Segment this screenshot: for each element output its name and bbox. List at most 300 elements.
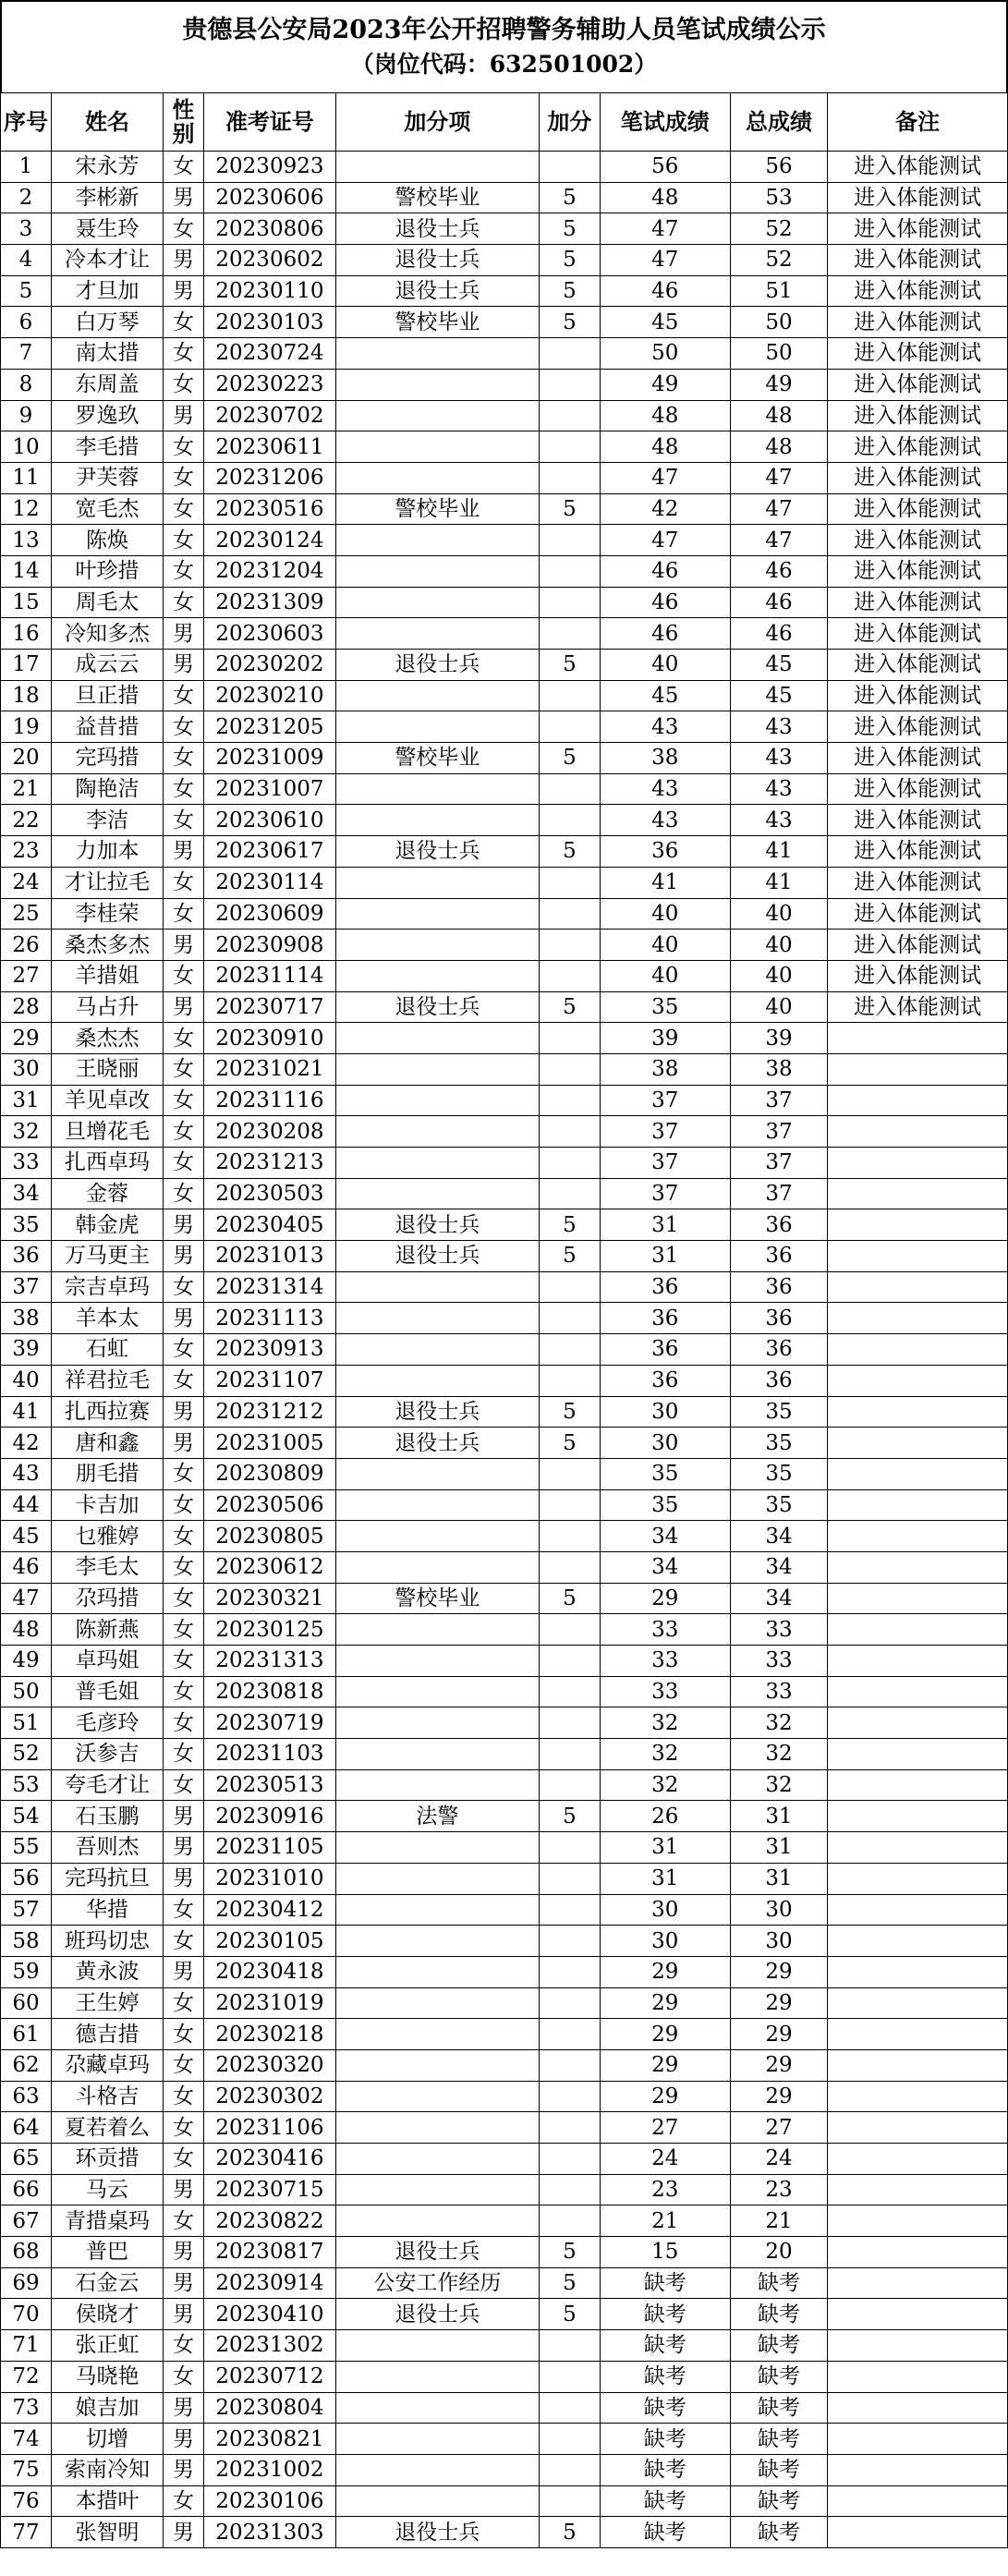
cell-total-score: 36 [730, 1365, 828, 1396]
cell-bonus: 5 [539, 1428, 600, 1459]
cell-bonus [539, 773, 600, 805]
cell-gender: 男 [163, 1801, 203, 1832]
table-row [1, 1926, 1008, 1957]
cell-bonus [539, 1739, 600, 1770]
cell-gender: 女 [163, 773, 203, 805]
cell-remark [828, 1739, 1008, 1770]
cell-no: 77 [1, 2517, 52, 2548]
cell-gender: 男 [163, 1303, 203, 1334]
score-table [0, 92, 1008, 2548]
cell-written-score: 45 [600, 680, 730, 711]
cell-bonus [539, 2081, 600, 2112]
cell-name: 陈新燕 [51, 1614, 163, 1646]
table-row [1, 307, 1008, 338]
cell-total-score: 40 [730, 960, 828, 991]
cell-gender: 女 [163, 898, 203, 930]
cell-remark [828, 1178, 1008, 1209]
cell-total-score: 37 [730, 1116, 828, 1148]
cell-exam-id: 20230603 [203, 618, 335, 650]
table-row [1, 836, 1008, 868]
cell-bonus: 5 [539, 2267, 600, 2299]
cell-written-score: 41 [600, 867, 730, 898]
cell-exam-id: 20230724 [203, 338, 335, 370]
cell-total-score: 29 [730, 1987, 828, 2019]
table-row [1, 1178, 1008, 1209]
cell-bonus-item [335, 1894, 539, 1926]
header-no: 序号 [1, 93, 52, 152]
cell-exam-id: 20230822 [203, 2205, 335, 2237]
cell-no: 54 [1, 1801, 52, 1832]
cell-exam-id: 20231105 [203, 1832, 335, 1864]
cell-gender: 女 [163, 307, 203, 338]
cell-bonus-item [335, 1987, 539, 2019]
cell-no: 23 [1, 836, 52, 868]
cell-name: 夸毛才让 [51, 1769, 163, 1801]
header-total: 总成绩 [730, 93, 828, 152]
cell-bonus [539, 1707, 600, 1739]
cell-no: 61 [1, 2019, 52, 2050]
cell-total-score: 缺考 [730, 2454, 828, 2485]
cell-bonus [539, 2112, 600, 2144]
cell-written-score: 31 [600, 1209, 730, 1241]
cell-no: 32 [1, 1116, 52, 1148]
cell-bonus-item [335, 867, 539, 898]
cell-written-score: 缺考 [600, 2392, 730, 2424]
cell-no: 10 [1, 431, 52, 463]
cell-gender: 男 [163, 1832, 203, 1864]
cell-no: 64 [1, 2112, 52, 2144]
cell-no: 31 [1, 1085, 52, 1116]
position-code: （岗位代码：632501002） [350, 51, 658, 78]
cell-total-score: 20 [730, 2237, 828, 2268]
table-row [1, 2454, 1008, 2485]
cell-written-score: 32 [600, 1707, 730, 1739]
cell-remark: 进入体能测试 [828, 618, 1008, 650]
cell-bonus [539, 1053, 600, 1085]
table-row [1, 555, 1008, 587]
cell-bonus [539, 898, 600, 930]
cell-name: 叶珍措 [51, 555, 163, 587]
cell-total-score: 36 [730, 1334, 828, 1366]
cell-written-score: 24 [600, 2144, 730, 2175]
cell-remark [828, 1489, 1008, 1521]
cell-name: 金蓉 [51, 1178, 163, 1209]
cell-bonus-item [335, 960, 539, 991]
cell-total-score: 43 [730, 711, 828, 743]
cell-name: 冷知多杰 [51, 618, 163, 650]
cell-name: 王晓丽 [51, 1053, 163, 1085]
cell-gender: 男 [163, 2454, 203, 2485]
cell-bonus-item [335, 2174, 539, 2205]
cell-total-score: 缺考 [730, 2267, 828, 2299]
cell-gender: 女 [163, 1583, 203, 1614]
cell-exam-id: 20231314 [203, 1271, 335, 1303]
cell-gender: 男 [163, 991, 203, 1023]
cell-exam-id: 20231116 [203, 1085, 335, 1116]
cell-bonus-item [335, 462, 539, 493]
cell-name: 桑杰多杰 [51, 930, 163, 961]
cell-exam-id: 20230914 [203, 2267, 335, 2299]
cell-gender: 男 [163, 1428, 203, 1459]
cell-bonus-item [335, 1489, 539, 1521]
cell-total-score: 41 [730, 836, 828, 868]
cell-gender: 男 [163, 275, 203, 307]
cell-bonus-item: 退役士兵 [335, 836, 539, 868]
cell-bonus-item [335, 2019, 539, 2050]
cell-total-score: 36 [730, 1241, 828, 1272]
cell-total-score: 34 [730, 1551, 828, 1583]
table-row [1, 1209, 1008, 1241]
cell-no: 52 [1, 1739, 52, 1770]
cell-remark [828, 1458, 1008, 1489]
cell-name: 黄永波 [51, 1956, 163, 1987]
cell-gender: 女 [163, 1614, 203, 1646]
cell-total-score: 33 [730, 1646, 828, 1677]
cell-bonus [539, 1551, 600, 1583]
cell-name: 本措叶 [51, 2485, 163, 2517]
cell-remark: 进入体能测试 [828, 369, 1008, 400]
cell-total-score: 52 [730, 245, 828, 276]
cell-exam-id: 20230110 [203, 275, 335, 307]
table-row [1, 275, 1008, 307]
table-row [1, 1489, 1008, 1521]
cell-exam-id: 20231021 [203, 1053, 335, 1085]
cell-exam-id: 20230124 [203, 525, 335, 556]
cell-no: 7 [1, 338, 52, 370]
table-row [1, 711, 1008, 743]
cell-total-score: 43 [730, 743, 828, 774]
cell-no: 63 [1, 2081, 52, 2112]
cell-written-score: 30 [600, 1894, 730, 1926]
cell-gender: 女 [163, 867, 203, 898]
cell-name: 侯晓才 [51, 2299, 163, 2330]
cell-name: 环贡措 [51, 2144, 163, 2175]
cell-gender: 男 [163, 1209, 203, 1241]
table-row [1, 618, 1008, 650]
cell-written-score: 缺考 [600, 2330, 730, 2362]
cell-bonus-item [335, 555, 539, 587]
cell-total-score: 35 [730, 1489, 828, 1521]
cell-bonus [539, 618, 600, 650]
cell-no: 33 [1, 1148, 52, 1179]
cell-bonus [539, 369, 600, 400]
cell-total-score: 29 [730, 2019, 828, 2050]
cell-exam-id: 20231302 [203, 2330, 335, 2362]
cell-bonus-item: 退役士兵 [335, 1428, 539, 1459]
cell-name: 乜雅婷 [51, 1521, 163, 1552]
cell-no: 40 [1, 1365, 52, 1396]
cell-remark [828, 2081, 1008, 2112]
cell-name: 成云云 [51, 650, 163, 681]
cell-gender: 女 [163, 431, 203, 463]
cell-exam-id: 20230513 [203, 1769, 335, 1801]
cell-no: 49 [1, 1646, 52, 1677]
cell-total-score: 29 [730, 1956, 828, 1987]
cell-no: 58 [1, 1926, 52, 1957]
cell-exam-id: 20230321 [203, 1583, 335, 1614]
cell-total-score: 56 [730, 152, 828, 183]
cell-gender: 女 [163, 2330, 203, 2362]
cell-remark [828, 1926, 1008, 1957]
cell-name: 娘吉加 [51, 2392, 163, 2424]
cell-bonus: 5 [539, 1209, 600, 1241]
cell-no: 38 [1, 1303, 52, 1334]
cell-gender: 女 [163, 493, 203, 525]
cell-written-score: 33 [600, 1676, 730, 1707]
cell-bonus: 5 [539, 2299, 600, 2330]
cell-total-score: 40 [730, 991, 828, 1023]
cell-total-score: 38 [730, 1053, 828, 1085]
cell-gender: 男 [163, 2267, 203, 2299]
cell-total-score: 29 [730, 2081, 828, 2112]
table-row [1, 587, 1008, 618]
cell-name: 李洁 [51, 805, 163, 836]
cell-remark [828, 1583, 1008, 1614]
cell-exam-id: 20230612 [203, 1551, 335, 1583]
cell-gender: 女 [163, 213, 203, 245]
table-row [1, 1739, 1008, 1770]
table-row [1, 1583, 1008, 1614]
cell-bonus-item: 法警 [335, 1801, 539, 1832]
cell-written-score: 38 [600, 743, 730, 774]
cell-bonus [539, 1178, 600, 1209]
cell-written-score: 缺考 [600, 2454, 730, 2485]
cell-remark: 进入体能测试 [828, 462, 1008, 493]
cell-exam-id: 20230103 [203, 307, 335, 338]
cell-written-score: 40 [600, 898, 730, 930]
cell-exam-id: 20231107 [203, 1365, 335, 1396]
cell-gender: 女 [163, 1023, 203, 1054]
table-row [1, 2144, 1008, 2175]
table-row [1, 1303, 1008, 1334]
cell-no: 22 [1, 805, 52, 836]
cell-name: 聂生玲 [51, 213, 163, 245]
cell-name: 白万琴 [51, 307, 163, 338]
cell-bonus-item: 退役士兵 [335, 2237, 539, 2268]
cell-bonus [539, 1085, 600, 1116]
cell-total-score: 缺考 [730, 2361, 828, 2392]
cell-gender: 女 [163, 1271, 203, 1303]
cell-total-score: 51 [730, 275, 828, 307]
cell-exam-id: 20230806 [203, 213, 335, 245]
cell-gender: 男 [163, 1241, 203, 1272]
cell-bonus-item [335, 369, 539, 400]
cell-exam-id: 20230602 [203, 245, 335, 276]
cell-bonus-item [335, 898, 539, 930]
cell-exam-id: 20230106 [203, 2485, 335, 2517]
table-row [1, 182, 1008, 213]
table-row [1, 1801, 1008, 1832]
cell-bonus-item [335, 1956, 539, 1987]
cell-gender: 女 [163, 960, 203, 991]
cell-name: 羊见卓改 [51, 1085, 163, 1116]
cell-total-score: 46 [730, 587, 828, 618]
cell-written-score: 43 [600, 773, 730, 805]
cell-remark: 进入体能测试 [828, 182, 1008, 213]
cell-no: 62 [1, 2049, 52, 2081]
cell-exam-id: 20230506 [203, 1489, 335, 1521]
cell-total-score: 27 [730, 2112, 828, 2144]
cell-bonus [539, 1023, 600, 1054]
cell-remark [828, 1894, 1008, 1926]
cell-bonus-item [335, 1646, 539, 1677]
cell-total-score: 50 [730, 307, 828, 338]
cell-bonus [539, 2454, 600, 2485]
cell-name: 卡吉加 [51, 1489, 163, 1521]
cell-gender: 女 [163, 587, 203, 618]
cell-name: 吾则杰 [51, 1832, 163, 1864]
cell-bonus-item [335, 1085, 539, 1116]
table-row [1, 1241, 1008, 1272]
cell-bonus-item [335, 2144, 539, 2175]
cell-name: 宗吉卓玛 [51, 1271, 163, 1303]
cell-no: 74 [1, 2424, 52, 2455]
cell-no: 29 [1, 1023, 52, 1054]
cell-name: 唐和鑫 [51, 1428, 163, 1459]
cell-exam-id: 20230916 [203, 1801, 335, 1832]
cell-remark [828, 2205, 1008, 2237]
cell-exam-id: 20230418 [203, 1956, 335, 1987]
table-row [1, 1956, 1008, 1987]
cell-no: 55 [1, 1832, 52, 1864]
cell-no: 24 [1, 867, 52, 898]
cell-bonus-item [335, 1614, 539, 1646]
cell-name: 尹芙蓉 [51, 462, 163, 493]
cell-bonus: 5 [539, 1241, 600, 1272]
cell-written-score: 37 [600, 1178, 730, 1209]
table-row [1, 2081, 1008, 2112]
cell-written-score: 34 [600, 1551, 730, 1583]
cell-total-score: 缺考 [730, 2424, 828, 2455]
cell-gender: 女 [163, 338, 203, 370]
cell-bonus [539, 1614, 600, 1646]
cell-exam-id: 20230218 [203, 2019, 335, 2050]
cell-bonus-item [335, 1116, 539, 1148]
header-gender [163, 93, 203, 152]
cell-exam-id: 20230410 [203, 2299, 335, 2330]
cell-bonus [539, 1458, 600, 1489]
cell-exam-id: 20231013 [203, 1241, 335, 1272]
cell-written-score: 29 [600, 1583, 730, 1614]
cell-bonus: 5 [539, 743, 600, 774]
cell-written-score: 37 [600, 1085, 730, 1116]
cell-written-score: 47 [600, 245, 730, 276]
table-row [1, 773, 1008, 805]
cell-name: 罗逸玖 [51, 400, 163, 431]
cell-exam-id: 20230821 [203, 2424, 335, 2455]
cell-exam-id: 20230416 [203, 2144, 335, 2175]
cell-name: 李彬新 [51, 182, 163, 213]
cell-written-score: 46 [600, 555, 730, 587]
cell-gender: 男 [163, 2237, 203, 2268]
cell-gender: 女 [163, 1458, 203, 1489]
table-row [1, 867, 1008, 898]
table-row [1, 1521, 1008, 1552]
cell-name: 斗格吉 [51, 2081, 163, 2112]
cell-total-score: 43 [730, 773, 828, 805]
cell-name: 完玛措 [51, 743, 163, 774]
cell-written-score: 27 [600, 2112, 730, 2144]
cell-total-score: 53 [730, 182, 828, 213]
cell-name: 张正虹 [51, 2330, 163, 2362]
cell-written-score: 43 [600, 805, 730, 836]
cell-total-score: 46 [730, 555, 828, 587]
cell-remark [828, 1863, 1008, 1894]
cell-name: 益昔措 [51, 711, 163, 743]
cell-written-score: 15 [600, 2237, 730, 2268]
cell-bonus-item: 退役士兵 [335, 1241, 539, 1272]
cell-bonus-item [335, 1178, 539, 1209]
cell-exam-id: 20230606 [203, 182, 335, 213]
cell-remark [828, 2049, 1008, 2081]
cell-gender: 男 [163, 182, 203, 213]
cell-bonus [539, 2392, 600, 2424]
cell-exam-id: 20230908 [203, 930, 335, 961]
cell-no: 46 [1, 1551, 52, 1583]
cell-written-score: 29 [600, 1987, 730, 2019]
cell-no: 13 [1, 525, 52, 556]
cell-bonus-item [335, 431, 539, 463]
cell-bonus [539, 152, 600, 183]
cell-exam-id: 20230818 [203, 1676, 335, 1707]
cell-name: 周毛太 [51, 587, 163, 618]
cell-no: 51 [1, 1707, 52, 1739]
cell-gender: 女 [163, 1489, 203, 1521]
cell-written-score: 缺考 [600, 2485, 730, 2517]
cell-no: 3 [1, 213, 52, 245]
cell-bonus-item [335, 1832, 539, 1864]
cell-bonus: 5 [539, 182, 600, 213]
table-row [1, 1707, 1008, 1739]
cell-remark [828, 1116, 1008, 1148]
cell-written-score: 49 [600, 369, 730, 400]
cell-bonus: 5 [539, 650, 600, 681]
table-row [1, 805, 1008, 836]
table-row [1, 1085, 1008, 1116]
cell-name: 李毛太 [51, 1551, 163, 1583]
cell-total-score: 48 [730, 431, 828, 463]
cell-exam-id: 20230715 [203, 2174, 335, 2205]
cell-bonus: 5 [539, 1396, 600, 1428]
table-row [1, 1769, 1008, 1801]
cell-total-score: 23 [730, 2174, 828, 2205]
cell-bonus-item: 退役士兵 [335, 2299, 539, 2330]
cell-bonus: 5 [539, 836, 600, 868]
cell-written-score: 46 [600, 275, 730, 307]
cell-no: 17 [1, 650, 52, 681]
cell-bonus [539, 1956, 600, 1987]
cell-written-score: 48 [600, 182, 730, 213]
cell-gender: 男 [163, 618, 203, 650]
cell-exam-id: 20230712 [203, 2361, 335, 2392]
cell-remark: 进入体能测试 [828, 711, 1008, 743]
cell-written-score: 46 [600, 618, 730, 650]
cell-written-score: 33 [600, 1646, 730, 1677]
cell-remark [828, 1832, 1008, 1864]
cell-bonus-item [335, 618, 539, 650]
cell-written-score: 33 [600, 1614, 730, 1646]
cell-no: 14 [1, 555, 52, 587]
cell-no: 8 [1, 369, 52, 400]
cell-exam-id: 20231009 [203, 743, 335, 774]
cell-bonus [539, 1303, 600, 1334]
cell-exam-id: 20230805 [203, 1521, 335, 1552]
table-row [1, 2330, 1008, 2362]
cell-bonus [539, 1334, 600, 1366]
cell-remark [828, 1769, 1008, 1801]
cell-no: 43 [1, 1458, 52, 1489]
cell-bonus [539, 1676, 600, 1707]
